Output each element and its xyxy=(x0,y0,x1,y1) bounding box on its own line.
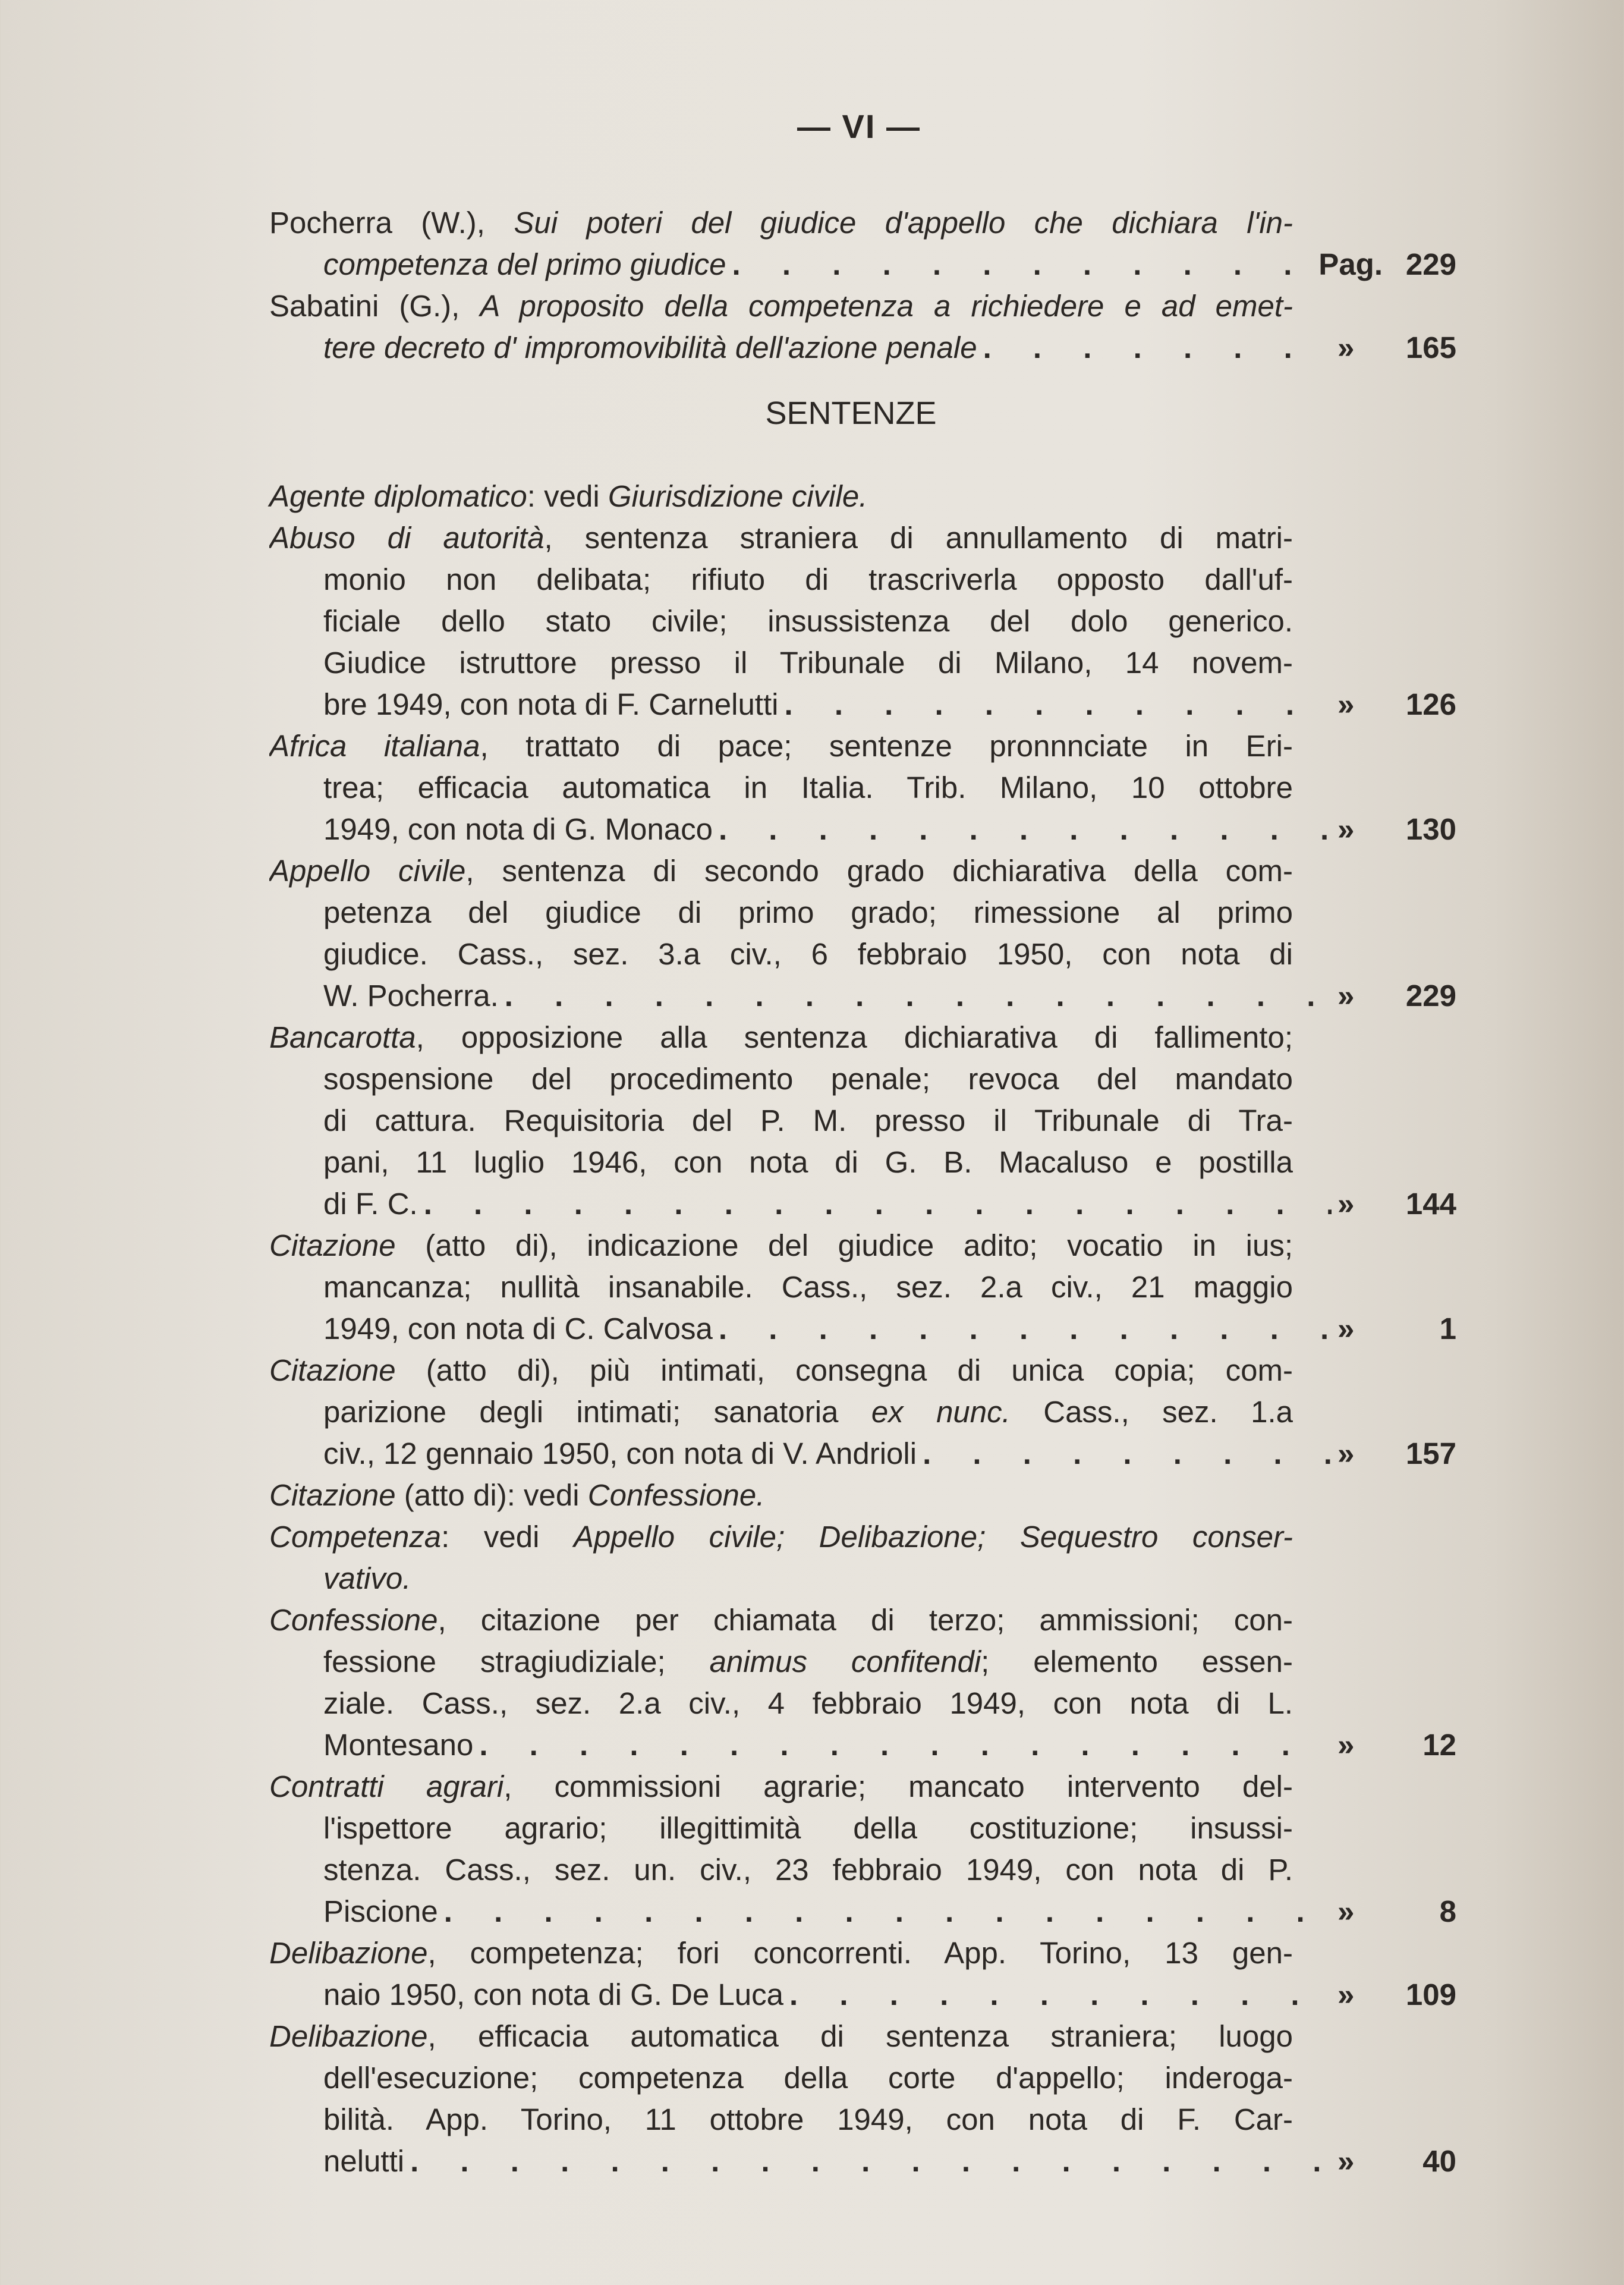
page-number: 144 xyxy=(1405,1187,1456,1221)
entry-italic-text: Abuso di autorità xyxy=(269,521,545,555)
entry-italic-text: Agente diplomatico xyxy=(269,479,527,513)
dot-leader xyxy=(983,327,1332,369)
dot-leader xyxy=(410,2141,1332,2182)
entry-line xyxy=(269,1766,1456,1808)
entry-text: di F. C. xyxy=(323,1187,418,1221)
entry-line xyxy=(269,892,1456,934)
index-entry xyxy=(269,202,1456,285)
page-ref-mark: » xyxy=(1337,1894,1355,1928)
entry-text xyxy=(323,1724,473,1766)
entry-text: fessione stragiudiziale; xyxy=(323,1645,710,1679)
index-entry xyxy=(269,1475,1456,1516)
dot-leader xyxy=(444,1891,1332,1932)
entry-italic-text: Citazione xyxy=(269,1478,396,1512)
entry-text: Piscione xyxy=(323,1894,438,1928)
page-number: 40 xyxy=(1422,2144,1456,2178)
entry-line xyxy=(269,850,1456,892)
page-number: 12 xyxy=(1422,1728,1456,1762)
page-ref-mark: » xyxy=(1337,812,1355,846)
index-content xyxy=(269,202,1456,2182)
dot-leader xyxy=(719,1308,1332,1350)
entry-line xyxy=(269,1974,1456,2016)
entry-line xyxy=(269,2016,1456,2057)
entry-text: pani, 11 luglio 1946, con nota di G. B. Macaluso e postilla xyxy=(323,1145,1293,1179)
dot-leader xyxy=(479,1724,1332,1766)
page-number: 8 xyxy=(1439,1894,1456,1928)
index-entry xyxy=(269,1350,1456,1475)
entry-text: bre 1949, con nota di F. Carnelutti xyxy=(323,687,779,721)
entry-line xyxy=(269,1724,1456,1766)
entry-line xyxy=(269,1516,1456,1558)
entry-italic-text: Giurisdizione civile. xyxy=(608,479,868,513)
entry-text: monio non delibata; rifiuto di trascriverla opposto dall'uf- xyxy=(323,562,1293,596)
entry-text xyxy=(323,327,977,369)
entry-italic-text: Africa italiana xyxy=(269,729,480,763)
page-ref-mark: » xyxy=(1337,1728,1355,1762)
entry-line xyxy=(269,517,1456,559)
entry-line xyxy=(269,725,1456,767)
entry-italic-text: Appello civile xyxy=(269,854,466,888)
entry-text xyxy=(323,2141,404,2182)
entry-line xyxy=(269,1391,1456,1433)
entry-text xyxy=(323,1308,713,1350)
entry-text: mancanza; nullità insanabile. Cass., sez. 2.a civ., 21 maggio xyxy=(323,1270,1293,1304)
entry-text: (atto di), indicazione del giudice adito; vocatio in ius; xyxy=(395,1228,1293,1262)
entry-text: , citazione per chiamata di terzo; ammissioni; con- xyxy=(438,1603,1293,1637)
entry-text: di cattura. Requisitoria del P. M. presso il Tribunale di Tra- xyxy=(323,1104,1293,1137)
index-entry xyxy=(269,2016,1456,2182)
entry-text: giudice. Cass., sez. 3.a civ., 6 febbraio 1950, con nota di xyxy=(323,937,1293,971)
entry-line xyxy=(269,1266,1456,1308)
entry-text: naio 1950, con nota di G. De Luca xyxy=(323,1978,784,2011)
entry-italic-text: A proposito della competenza a richiedere e ad emet- xyxy=(480,289,1293,323)
entry-text: Giudice istruttore presso il Tribunale di Milano, 14 novem- xyxy=(323,646,1293,680)
page-number-header: — VI — xyxy=(797,108,921,145)
entry-text: l'ispettore agrario; illegittimità della costituzione; insussi- xyxy=(323,1811,1293,1845)
entry-text: 1949, con nota di C. Calvosa xyxy=(323,1312,713,1346)
entry-italic-text: ex nunc. xyxy=(871,1395,1011,1429)
entry-italic-text: vativo. xyxy=(323,1561,411,1595)
entry-line xyxy=(269,1849,1456,1891)
index-entry xyxy=(269,517,1456,725)
page-number: 126 xyxy=(1405,687,1456,721)
entry-line xyxy=(269,1308,1456,1350)
entry-line xyxy=(269,1891,1456,1932)
entry-text xyxy=(323,975,499,1017)
entry-text: Cass., sez. 1.a xyxy=(1010,1395,1293,1429)
entry-line xyxy=(269,2057,1456,2099)
dot-leader xyxy=(784,684,1332,725)
entry-text: nelutti xyxy=(323,2144,405,2178)
index-entry xyxy=(269,1932,1456,2016)
entry-text: , opposizione alla sentenza dichiarativa di fallimento; xyxy=(416,1020,1293,1054)
entry-text: 1949, con nota di G. Monaco xyxy=(323,812,713,846)
entry-line xyxy=(269,1017,1456,1058)
page-ref-mark: » xyxy=(1337,1978,1355,2011)
dot-leader xyxy=(732,244,1313,285)
entry-italic-text: Bancarotta xyxy=(269,1020,416,1054)
page-ref-mark: » xyxy=(1337,331,1355,364)
entry-text: Montesano xyxy=(323,1728,474,1762)
entry-text xyxy=(323,244,726,285)
entry-italic-text: Contratti agrari xyxy=(269,1769,504,1803)
entry-text: ziale. Cass., sez. 2.a civ., 4 febbraio 1949, con nota di L. xyxy=(323,1686,1293,1720)
entry-text: : vedi xyxy=(441,1520,574,1554)
entry-line xyxy=(269,809,1456,850)
index-entry xyxy=(269,1225,1456,1350)
entry-text: civ., 12 gennaio 1950, con nota di V. Andrioli xyxy=(323,1437,917,1470)
page-ref-mark: Pag. xyxy=(1318,247,1383,281)
page-number: 229 xyxy=(1405,979,1456,1013)
entry-line xyxy=(269,559,1456,601)
page-number: 130 xyxy=(1405,812,1456,846)
index-entry xyxy=(269,1516,1456,1599)
entry-line xyxy=(269,934,1456,975)
dot-leader xyxy=(719,809,1332,850)
entry-text: stenza. Cass., sez. un. civ., 23 febbraio 1949, con nota di P. xyxy=(323,1853,1293,1887)
entry-text: , sentenza straniera di annullamento di matri- xyxy=(544,521,1293,555)
index-entry xyxy=(269,1766,1456,1932)
index-entry xyxy=(269,850,1456,1017)
entry-line xyxy=(269,767,1456,809)
index-entry xyxy=(269,1017,1456,1225)
entry-line xyxy=(269,1599,1456,1641)
entry-line xyxy=(269,642,1456,684)
entry-text: , efficacia automatica di sentenza straniera; luogo xyxy=(427,2019,1293,2053)
entry-text xyxy=(323,1433,917,1475)
entry-text xyxy=(323,1891,438,1932)
entry-line xyxy=(269,1142,1456,1183)
entry-line xyxy=(269,2099,1456,2141)
entry-text: W. Pocherra. xyxy=(323,979,499,1013)
entry-text: ; elemento essen- xyxy=(981,1645,1293,1679)
entry-italic-text: Confessione. xyxy=(587,1478,765,1512)
entry-text: Pocherra (W.), xyxy=(269,206,514,240)
page-ref-mark: » xyxy=(1337,687,1355,721)
entry-text: (atto di): vedi xyxy=(395,1478,588,1512)
index-entry xyxy=(269,285,1456,369)
entry-line xyxy=(269,476,1456,517)
entry-line xyxy=(269,601,1456,642)
entry-text: ficiale dello stato civile; insussistenza del dolo generico. xyxy=(323,604,1293,638)
entry-line xyxy=(269,975,1456,1017)
entry-text: , trattato di pace; sentenze pronnnciate in Eri- xyxy=(480,729,1293,763)
dot-leader xyxy=(505,975,1332,1017)
page-ref-mark: » xyxy=(1337,979,1355,1013)
entry-text: parizione degli intimati; sanatoria xyxy=(323,1395,871,1429)
entry-italic-text: Delibazione xyxy=(269,1936,428,1970)
section-heading: SENTENZE xyxy=(765,395,937,431)
entry-text: sospensione del procedimento penale; revoca del mandato xyxy=(323,1062,1293,1096)
index-entry xyxy=(269,1599,1456,1766)
entry-italic-text: competenza del primo giudice xyxy=(323,247,726,281)
entry-italic-text: Delibazione xyxy=(269,2019,428,2053)
entry-text xyxy=(323,1974,783,2016)
entry-italic-text: Sui poteri del giudice d'appello che dichiara l'in- xyxy=(514,206,1293,240)
entry-text: petenza del giudice di primo grado; rimessione al primo xyxy=(323,895,1293,929)
page-number: 1 xyxy=(1439,1312,1456,1346)
entry-italic-text: Competenza xyxy=(269,1520,442,1554)
entry-italic-text: animus confitendi xyxy=(709,1645,981,1679)
page-number: 229 xyxy=(1405,247,1456,281)
entry-text xyxy=(323,809,713,850)
page-ref-mark: » xyxy=(1337,1187,1355,1221)
page-number: 165 xyxy=(1405,331,1456,364)
index-entry xyxy=(269,725,1456,850)
entry-line xyxy=(269,1475,1456,1516)
entry-line xyxy=(269,244,1456,285)
entry-text: , competenza; fori concorrenti. App. Torino, 13 gen- xyxy=(427,1936,1293,1970)
entry-italic-text: Appello civile; Delibazione; Sequestro conser- xyxy=(573,1520,1293,1554)
entry-text xyxy=(323,1183,418,1225)
entry-line xyxy=(269,1350,1456,1391)
entry-text: bilità. App. Torino, 11 ottobre 1949, con nota di F. Car- xyxy=(323,2102,1293,2136)
entry-text: , sentenza di secondo grado dichiarativa della com- xyxy=(465,854,1293,888)
index-entry xyxy=(269,476,1456,517)
sentenze-list xyxy=(269,476,1456,2182)
entry-text: : vedi xyxy=(527,479,608,513)
page-ref-mark: » xyxy=(1337,1437,1355,1470)
page-ref-mark: » xyxy=(1337,2144,1355,2178)
entry-line xyxy=(269,684,1456,725)
page-number: 109 xyxy=(1405,1978,1456,2011)
entry-line xyxy=(269,1932,1456,1974)
entry-line xyxy=(269,202,1456,244)
page-number: 157 xyxy=(1405,1437,1456,1470)
dot-leader xyxy=(789,1974,1332,2016)
entry-line xyxy=(269,1433,1456,1475)
articles-list xyxy=(269,202,1456,369)
entry-text: , commissioni agrarie; mancato intervento del- xyxy=(503,1769,1293,1803)
entry-italic-text: tere decreto d' impromovibilità dell'azione penale xyxy=(323,331,977,364)
entry-line xyxy=(269,1183,1456,1225)
entry-line xyxy=(269,2141,1456,2182)
entry-text: dell'esecuzione; competenza della corte d'appello; inderoga- xyxy=(323,2061,1293,2095)
entry-line xyxy=(269,285,1456,327)
page-ref-mark: » xyxy=(1337,1312,1355,1346)
entry-text xyxy=(323,684,778,725)
entry-text: Sabatini (G.), xyxy=(269,289,480,323)
entry-line xyxy=(269,1808,1456,1849)
entry-italic-text: Confessione xyxy=(269,1603,438,1637)
entry-text: trea; efficacia automatica in Italia. Trib. Milano, 10 ottobre xyxy=(323,771,1293,804)
dot-leader xyxy=(424,1183,1332,1225)
entry-italic-text: Citazione xyxy=(269,1353,396,1387)
entry-line xyxy=(269,1683,1456,1724)
entry-italic-text: Citazione xyxy=(269,1228,396,1262)
entry-line xyxy=(269,1058,1456,1100)
dot-leader xyxy=(923,1433,1332,1475)
entry-line xyxy=(269,1100,1456,1142)
entry-line xyxy=(269,1558,1456,1599)
entry-line xyxy=(269,327,1456,369)
entry-line xyxy=(269,1641,1456,1683)
entry-line xyxy=(269,1225,1456,1266)
entry-text: (atto di), più intimati, consegna di unica copia; com- xyxy=(395,1353,1293,1387)
